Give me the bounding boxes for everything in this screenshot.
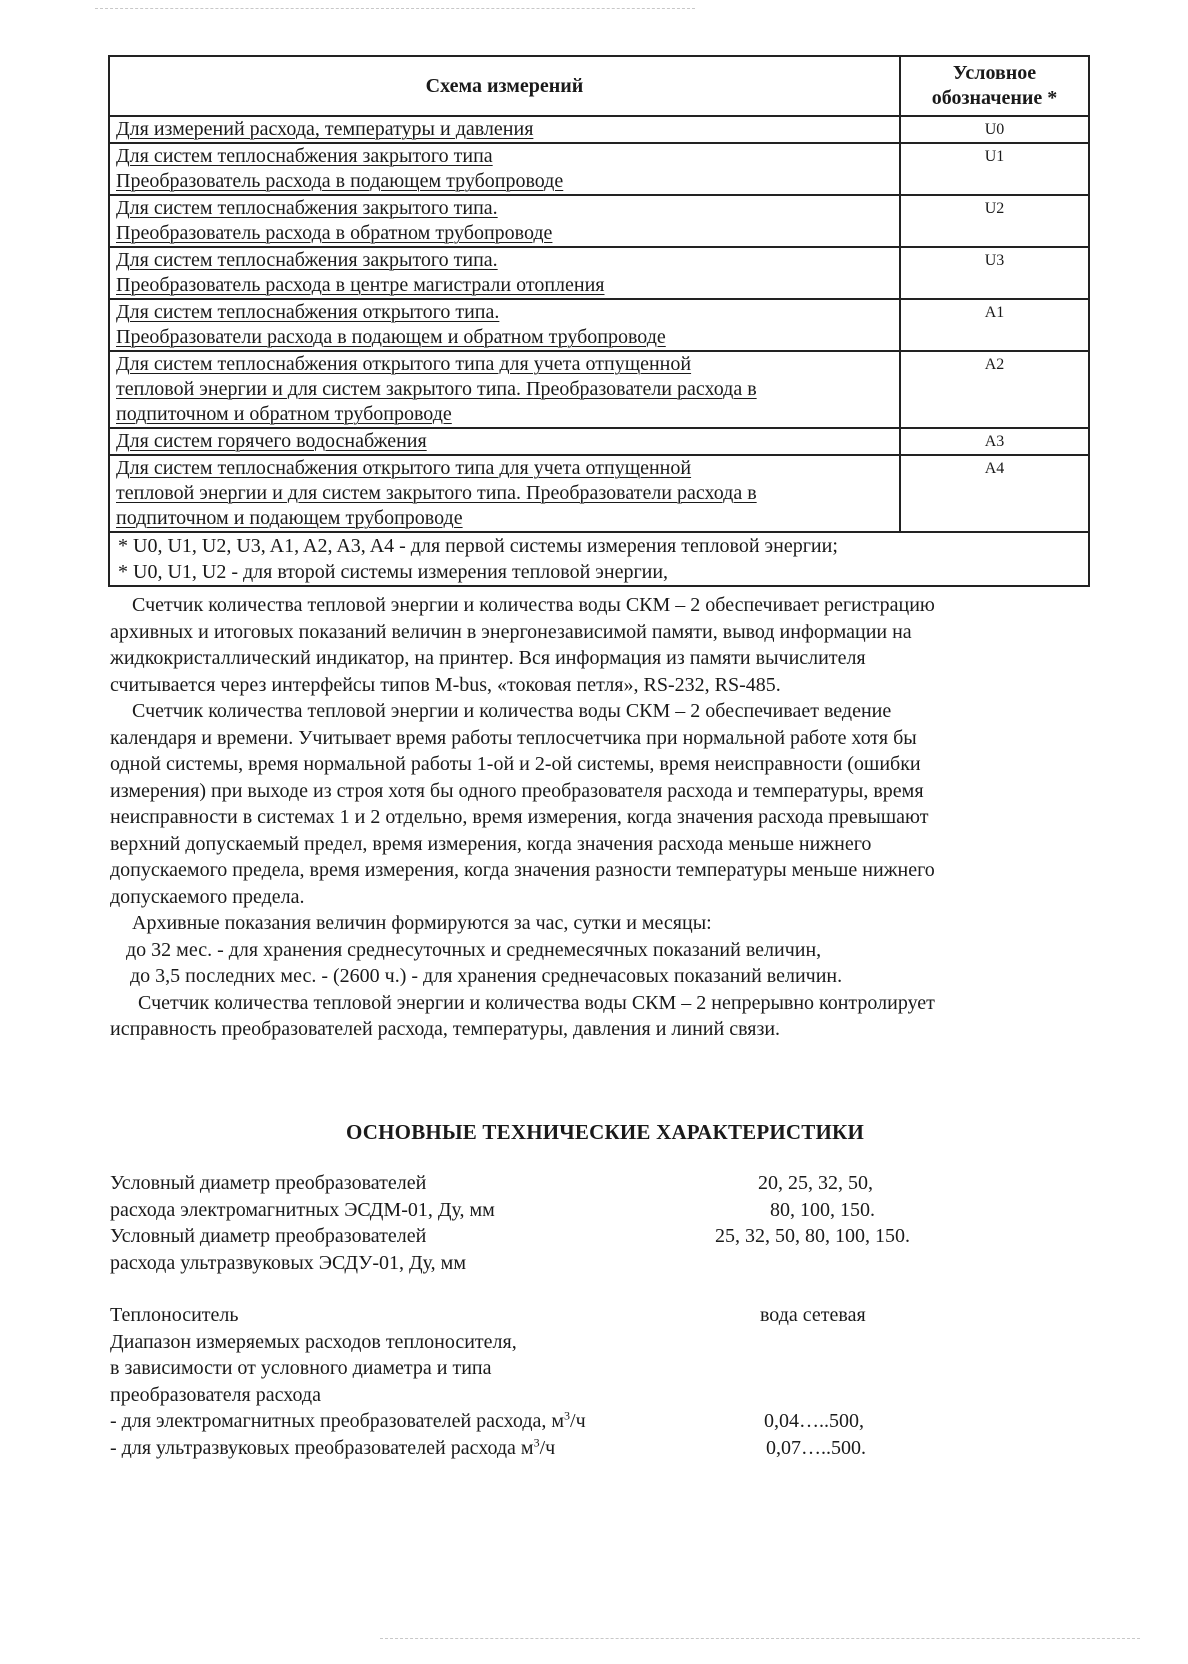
unit-exponent: 3 <box>564 1408 571 1423</box>
text-line: верхний допускаемый предел, время измерения, когда значения расхода меньше нижнего <box>110 832 872 855</box>
table-row <box>109 428 1089 455</box>
description-text <box>110 592 1100 1043</box>
spec-row <box>110 1250 1100 1277</box>
spec-row <box>110 1329 1100 1356</box>
section-heading: ОСНОВНЫЕ ТЕХНИЧЕСКИЕ ХАРАКТЕРИСТИКИ <box>345 1120 864 1144</box>
scheme-description <box>109 299 900 351</box>
table-note: * U0, U1, U2 - для второй системы измерения тепловой энергии, <box>118 561 669 583</box>
spec-row <box>110 1223 1100 1250</box>
scheme-description-line: Для измерений расхода, температуры и давления <box>116 118 534 140</box>
spec-label-text: - для ультразвуковых преобразователей расхода м <box>110 1436 534 1459</box>
unit-exponent: 3 <box>533 1434 540 1449</box>
scheme-description <box>109 195 900 247</box>
spec-label: Условный диаметр преобразователей <box>110 1172 427 1194</box>
scheme-description-line: Для систем горячего водоснабжения <box>116 430 427 452</box>
scheme-description-line: Для систем теплоснабжения закрытого типа <box>116 145 493 167</box>
table-row <box>109 247 1089 299</box>
scheme-code: U0 <box>900 116 1089 143</box>
table-body <box>109 116 1089 532</box>
table-header-row <box>109 56 1089 116</box>
spec-value: вода сетевая <box>760 1304 866 1326</box>
header-scheme: Схема измерений <box>109 56 900 116</box>
spec-label: Диапазон измеряемых расходов теплоносителя, <box>110 1330 517 1353</box>
text-line: календаря и времени. Учитывает время работы теплосчетчика при нормальной работе хотя бы <box>110 726 917 749</box>
scheme-description <box>109 116 900 143</box>
table-row <box>109 195 1089 247</box>
spec-label: в зависимости от условного диаметра и типа <box>110 1357 492 1379</box>
paragraph-calendar <box>110 698 1100 725</box>
text-line: архивных и итоговых показаний величин в энергонезависимой памяти, вывод информации на <box>110 620 912 643</box>
header-designation-line2: обозначение * <box>931 87 1058 109</box>
header-designation <box>900 56 1089 116</box>
scheme-description <box>109 351 900 428</box>
text-line: Архивные показания величин формируются за час, сутки и месяцы: <box>132 912 712 934</box>
text-line: до 3,5 последних мес. - (2600 ч.) - для хранения среднечасовых показаний величин. <box>130 965 843 987</box>
table-note: * U0, U1, U2, U3, A1, A2, A3, A4 - для первой системы измерения тепловой энергии; <box>118 535 838 557</box>
scheme-description-line: подпиточном и обратном трубопроводе <box>116 403 452 425</box>
scheme-code: A1 <box>900 299 1089 351</box>
paragraph-monitoring <box>110 990 1100 1017</box>
spec-label: преобразователя расхода <box>110 1383 321 1406</box>
spec-value: 0,04…..500, <box>764 1410 864 1432</box>
spec-row <box>110 1302 1100 1329</box>
spec-row <box>110 1408 1100 1435</box>
scheme-code: U3 <box>900 247 1089 299</box>
scheme-code: U1 <box>900 143 1089 195</box>
text-line: допускаемого предела. <box>110 885 305 908</box>
text-line: Счетчик количества тепловой энергии и количества воды СКМ – 2 обеспечивает ведение <box>132 700 892 722</box>
table-row <box>109 116 1089 143</box>
text-line: Счетчик количества тепловой энергии и количества воды СКМ – 2 обеспечивает регистрацию <box>132 594 935 616</box>
scheme-description-line: Для систем теплоснабжения открытого типа для учета отпущенной <box>116 457 692 479</box>
table-notes-row <box>109 532 1089 586</box>
scheme-description-line: тепловой энергии и для систем закрытого типа. Преобразователи расхода в <box>116 378 757 400</box>
paragraph-archive <box>110 910 1100 937</box>
scheme-description-line: Преобразователь расхода в обратном трубопроводе <box>116 222 553 244</box>
text-line: до 32 мес. - для хранения среднесуточных и среднемесячных показаний величин, <box>126 938 822 961</box>
spec-value: 20, 25, 32, 50, <box>758 1172 873 1194</box>
text-line: измерения) при выходе из строя хотя бы одного преобразователя расхода и температуры, время <box>110 779 924 802</box>
measurement-scheme-table <box>108 55 1090 587</box>
spec-value: 0,07…..500. <box>766 1436 866 1459</box>
scheme-description-line: Для систем теплоснабжения закрытого типа. <box>116 197 498 219</box>
scheme-code: A3 <box>900 428 1089 455</box>
spec-label: Теплоноситель <box>110 1304 239 1326</box>
scheme-code: U2 <box>900 195 1089 247</box>
table-row <box>109 351 1089 428</box>
spec-label: расхода электромагнитных ЭСДМ-01, Ду, мм <box>110 1198 495 1221</box>
scan-artifact-top <box>95 8 695 9</box>
technical-specs <box>110 1170 1100 1461</box>
spec-label: расхода ультразвуковых ЭСДУ-01, Ду, мм <box>110 1251 466 1274</box>
unit-tail: /ч <box>570 1410 586 1432</box>
scheme-description <box>109 455 900 532</box>
spec-row <box>110 1170 1100 1197</box>
text-line: исправность преобразователей расхода, температуры, давления и линий связи. <box>110 1018 781 1040</box>
scheme-description <box>109 247 900 299</box>
table-row <box>109 143 1089 195</box>
scheme-description <box>109 143 900 195</box>
text-line: одной системы, время нормальной работы 1-ой и 2-ой системы, время неисправности (ошибки <box>110 753 921 775</box>
spec-row <box>110 1435 1100 1462</box>
spec-label <box>110 1435 555 1462</box>
scheme-description-line: Для систем теплоснабжения открытого типа. <box>116 301 500 323</box>
unit-tail: /ч <box>539 1436 556 1459</box>
spec-label-text: - для электромагнитных преобразователей расхода, м <box>110 1410 565 1432</box>
table-notes <box>109 532 1089 586</box>
spec-value: 25, 32, 50, 80, 100, 150. <box>715 1225 910 1247</box>
text-line: неисправности в системах 1 и 2 отдельно, время измерения, когда значения расхода превышают <box>110 806 929 828</box>
text-line: Счетчик количества тепловой энергии и количества воды СКМ – 2 непрерывно контролирует <box>138 991 935 1014</box>
spec-label <box>110 1408 586 1435</box>
scheme-description-line: Для систем теплоснабжения открытого типа для учета отпущенной <box>116 353 692 375</box>
table-row <box>109 455 1089 532</box>
spec-row <box>110 1382 1100 1409</box>
text-line: жидкокристаллический индикатор, на принтер. Вся информация из памяти вычислителя <box>110 647 866 669</box>
scheme-description-line: Преобразователь расхода в подающем трубопроводе <box>116 170 564 192</box>
scheme-description-line: тепловой энергии и для систем закрытого типа. Преобразователи расхода в <box>116 482 757 504</box>
scheme-code: A4 <box>900 455 1089 532</box>
spec-row <box>110 1197 1100 1224</box>
paragraph-registration <box>110 592 1100 619</box>
spec-label: Условный диаметр преобразователей <box>110 1225 427 1247</box>
scan-artifact-bottom <box>380 1638 1140 1639</box>
table-row <box>109 299 1089 351</box>
spec-row <box>110 1355 1100 1382</box>
scheme-code: A2 <box>900 351 1089 428</box>
scheme-description-line: Преобразователь расхода в центре магистрали отопления <box>116 274 605 296</box>
header-designation-line1: Условное <box>952 62 1037 84</box>
scheme-description-line: подпиточном и подающем трубопроводе <box>116 507 463 529</box>
scheme-description-line: Преобразователи расхода в подающем и обратном трубопроводе <box>116 326 666 348</box>
scheme-description <box>109 428 900 455</box>
text-line: допускаемого предела, время измерения, когда значения разности температуры меньше нижнего <box>110 859 935 881</box>
text-line: считывается через интерфейсы типов M-bus, «токовая петля», RS-232, RS-485. <box>110 673 781 696</box>
spec-value: 80, 100, 150. <box>770 1198 875 1221</box>
scheme-description-line: Для систем теплоснабжения закрытого типа. <box>116 249 498 271</box>
